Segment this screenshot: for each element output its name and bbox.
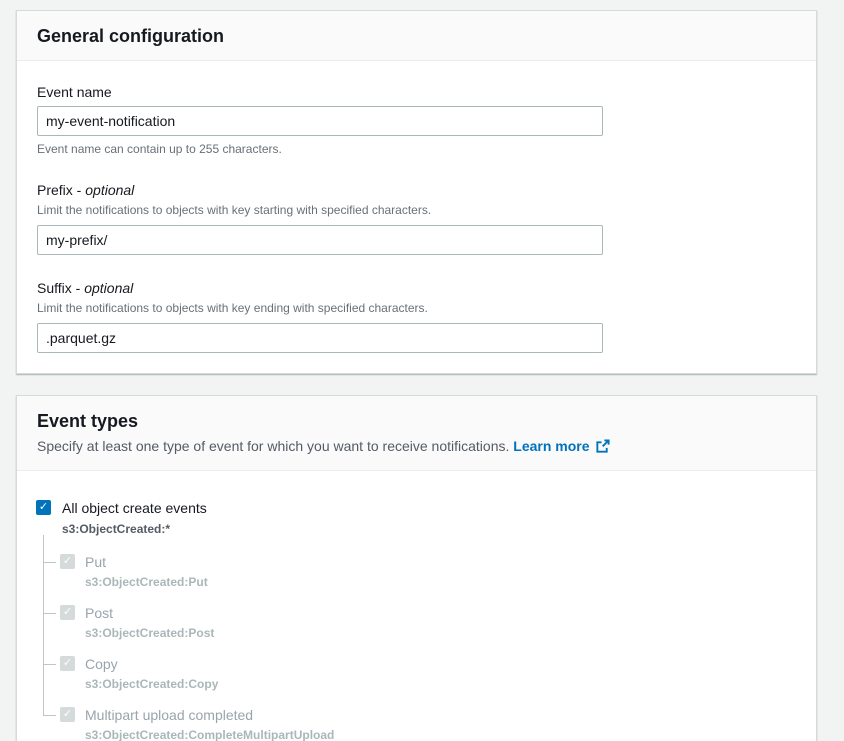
prefix-optional-text: optional [85,182,135,198]
general-configuration-title: General configuration [37,26,225,46]
object-create-event-subtypes [43,553,796,741]
multipart-upload-completed-event-row [43,706,796,741]
post-event-label: Post [85,605,114,621]
prefix-label [37,181,796,199]
suffix-optional-text: optional [84,280,134,296]
event-name-helper-text: Event name can contain up to 255 characters. [37,142,282,156]
put-event-row [43,553,796,590]
event-types-body [17,471,816,741]
event-types-description [37,436,796,456]
put-event-code: s3:ObjectCreated:Put [85,575,208,589]
multipart-upload-completed-label: Multipart upload completed [85,707,254,723]
event-types-description-text: Specify at least one type of event for which you want to receive notifications. [37,438,510,454]
suffix-input[interactable] [37,323,603,353]
suffix-label-text: Suffix [37,280,72,296]
event-name-input[interactable] [37,106,603,136]
post-event-checkbox: ✓ [60,605,75,620]
all-object-create-events-code: s3:ObjectCreated:* [62,522,171,536]
all-object-create-events-row [36,499,796,537]
event-types-title: Event types [37,411,139,431]
general-configuration-body [17,61,816,373]
copy-event-code: s3:ObjectCreated:Copy [85,677,219,691]
suffix-label-separator: - [71,280,85,296]
external-link-icon [595,439,610,454]
copy-event-label: Copy [85,656,118,672]
event-name-label: Event name [37,84,112,100]
post-event-code: s3:ObjectCreated:Post [85,626,215,640]
prefix-label-separator: - [72,182,86,198]
event-types-card [16,395,817,741]
copy-event-row [43,655,796,692]
general-configuration-header [17,11,816,61]
copy-event-checkbox: ✓ [60,656,75,671]
event-types-header [17,396,816,471]
event-name-field [37,83,796,157]
prefix-input[interactable] [37,225,603,255]
put-event-checkbox: ✓ [60,554,75,569]
all-object-create-events-checkbox[interactable]: ✓ [36,500,51,515]
all-object-create-events-label: All object create events [62,500,207,516]
prefix-description: Limit the notifications to objects with key starting with specified characters. [37,203,432,217]
put-event-label: Put [85,554,107,570]
multipart-upload-completed-checkbox: ✓ [60,707,75,722]
prefix-field [37,181,796,255]
learn-more-link[interactable]: Learn more [513,438,590,454]
multipart-upload-completed-code: s3:ObjectCreated:CompleteMultipartUpload [85,728,335,741]
suffix-description: Limit the notifications to objects with key ending with specified characters. [37,301,428,315]
general-configuration-card [16,10,817,374]
prefix-label-text: Prefix [37,182,73,198]
suffix-label [37,279,796,297]
post-event-row [43,604,796,641]
suffix-field [37,279,796,353]
